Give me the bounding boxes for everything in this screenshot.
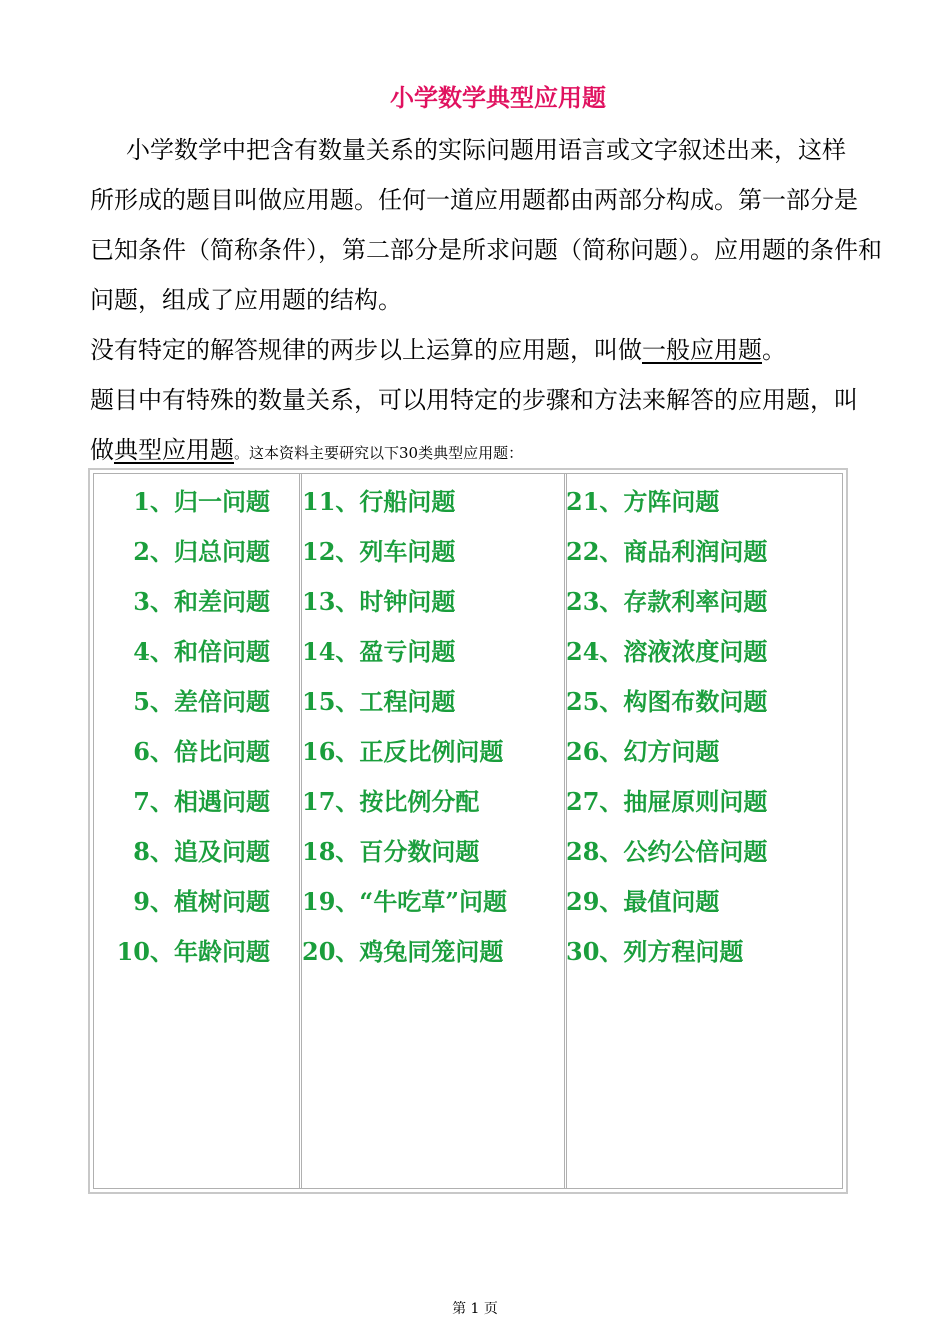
intro-line: 问题，组成了应用题的结构。: [90, 286, 402, 314]
topic-item: 11、行船问题: [302, 487, 456, 516]
topic-item: 23、存款利率问题: [566, 587, 768, 616]
typical-term: 典型应用题: [114, 436, 234, 464]
topic-item: 24、溶液浓度问题: [566, 637, 768, 666]
topic-item: 4、和倍问题: [133, 637, 270, 666]
topic-item: 9、植树问题: [133, 887, 270, 916]
typical-definition: [90, 375, 920, 478]
page-number: 第 1 页: [452, 1301, 498, 1317]
topic-item: 16、正反比例问题: [302, 737, 504, 766]
topic-item: 25、构图布数问题: [566, 687, 768, 716]
intro-line: 所形成的题目叫做应用题。任何一道应用题都由两部分构成。第一部分是: [90, 186, 858, 214]
topic-item: 8、追及问题: [133, 837, 270, 866]
topic-item: 18、百分数问题: [302, 837, 480, 866]
topic-item: 30、列方程问题: [566, 937, 744, 966]
topic-item: 26、幻方问题: [566, 737, 720, 766]
topic-column-3: [566, 477, 836, 977]
topic-item: 20、鸡兔同笼问题: [302, 937, 504, 966]
topic-column-2: [302, 477, 552, 977]
topic-item: 5、差倍问题: [133, 687, 270, 716]
topic-item: 28、公约公倍问题: [566, 837, 768, 866]
typical-prefix: 做: [90, 436, 114, 464]
topic-item: 13、时钟问题: [302, 587, 456, 616]
topic-item: 19、“牛吃草”问题: [302, 887, 508, 916]
topic-item: 14、盈亏问题: [302, 637, 456, 666]
document-title: 小学数学典型应用题: [390, 83, 606, 112]
topic-item: 27、抽屉原则问题: [566, 787, 768, 816]
general-term: 一般应用题: [642, 336, 762, 364]
general-definition: [90, 325, 920, 375]
general-suffix: 。: [762, 336, 786, 364]
topic-item: 22、商品利润问题: [566, 537, 768, 566]
topic-item: 21、方阵问题: [566, 487, 720, 516]
typical-line: 题目中有特殊的数量关系，可以用特定的步骤和方法来解答的应用题，叫: [90, 386, 858, 414]
topic-item: 1、归一问题: [133, 487, 270, 516]
typical-suffix: 。这本资料主要研究以下30类典型应用题：: [234, 444, 524, 462]
intro-line: 小学数学中把含有数量关系的实际问题用语言或文字叙述出来，这样: [126, 136, 846, 164]
topic-item: 10、年龄问题: [116, 937, 270, 966]
topic-column-1: [112, 477, 292, 977]
intro-line: 已知条件（简称条件），第二部分是所求问题（简称问题）。应用题的条件和: [90, 236, 882, 264]
topic-item: 3、和差问题: [133, 587, 270, 616]
topic-item: 6、倍比问题: [133, 737, 270, 766]
topic-item: 17、按比例分配: [302, 787, 480, 816]
topic-item: 7、相遇问题: [133, 787, 270, 816]
topic-item: 15、工程问题: [302, 687, 456, 716]
topic-item: 2、归总问题: [133, 537, 270, 566]
general-prefix: 没有特定的解答规律的两步以上运算的应用题，叫做: [90, 336, 642, 364]
topic-item: 12、列车问题: [302, 537, 456, 566]
topic-item: 29、最值问题: [566, 887, 720, 916]
intro-paragraph: [90, 125, 920, 325]
